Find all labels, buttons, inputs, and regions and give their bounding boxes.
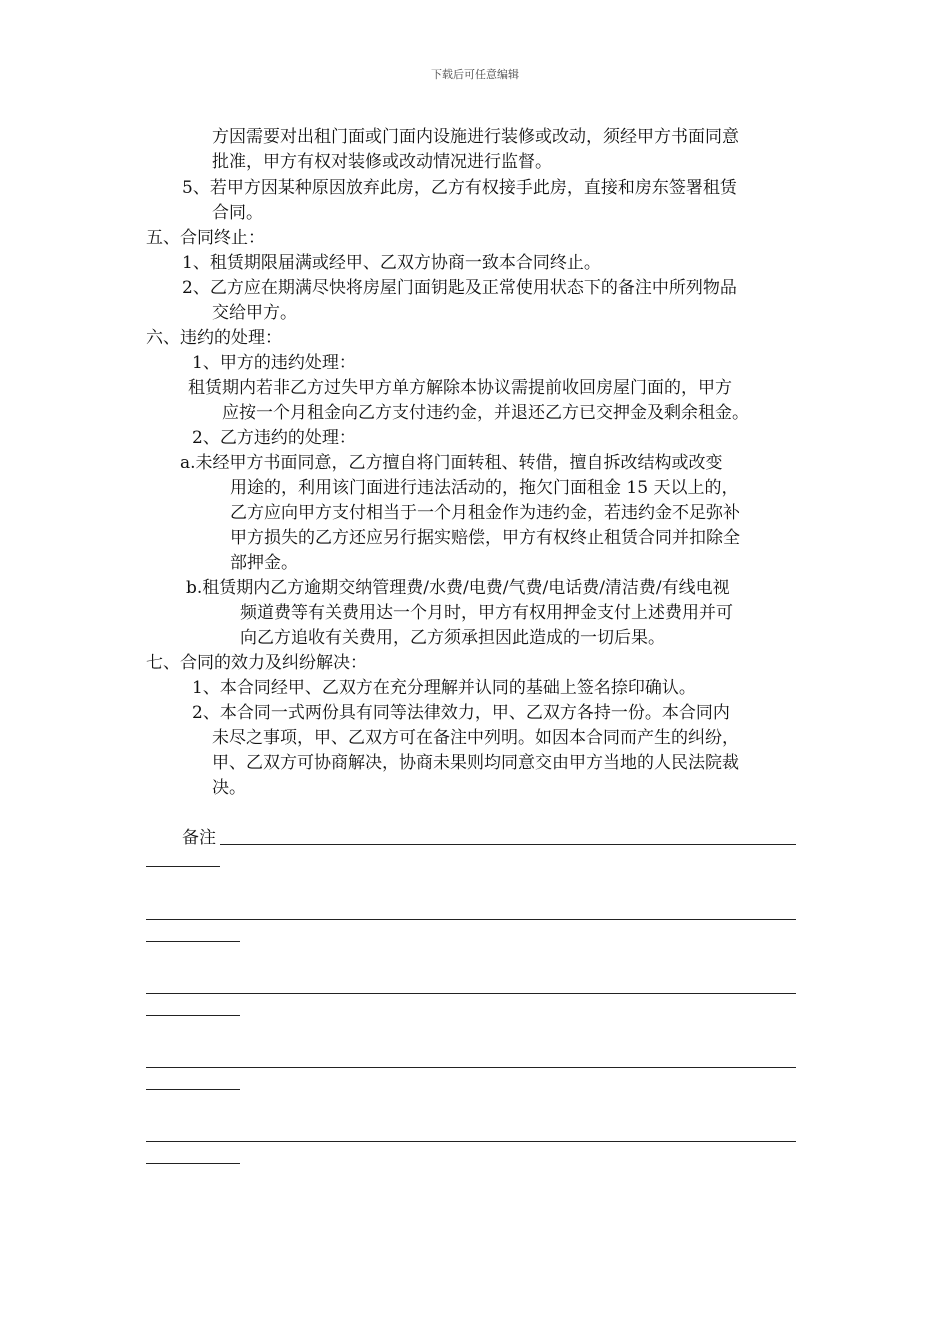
remarks-underline [146, 866, 220, 867]
clause-6-2a-line-3: 乙方应向甲方支付相当于一个月租金作为违约金，若违约金不足弥补 [230, 503, 740, 523]
clause-4-5-line-1: 5、若甲方因某种原因放弃此房，乙方有权接手此房，直接和房东签署租赁 [182, 178, 737, 198]
clause-7-2-line-1: 2、本合同一式两份具有同等法律效力，甲、乙双方各持一份。本合同内 [192, 703, 730, 723]
remarks-underline [146, 1141, 796, 1142]
clause-4-continued-line-1: 方因需要对出租门面或门面内设施进行装修或改动，须经甲方书面同意 [212, 127, 739, 147]
remarks-underline [146, 1163, 240, 1164]
clause-6-2-heading: 2、乙方违约的处理： [192, 428, 356, 448]
clause-7-1: 1、本合同经甲、乙双方在充分理解并认同的基础上签名捺印确认。 [192, 678, 696, 698]
remarks-label: 备注 [182, 828, 216, 848]
clause-5-2-line-1: 2、乙方应在期满尽快将房屋门面钥匙及正常使用状态下的备注中所列物品 [182, 278, 737, 298]
section-6-heading: 六、违约的处理： [146, 328, 282, 348]
clause-6-2b-line-1: b.租赁期内乙方逾期交纳管理费/水费/电费/气费/电话费/清洁费/有线电视 [186, 578, 730, 598]
remarks-underline [220, 844, 796, 845]
section-5-heading: 五、合同终止： [146, 228, 265, 248]
clause-4-continued-line-2: 批准，甲方有权对装修或改动情况进行监督。 [212, 152, 552, 172]
section-7-heading: 七、合同的效力及纠纷解决： [146, 653, 367, 673]
page-header: 下载后可任意编辑 [431, 68, 519, 81]
remarks-underline [146, 993, 796, 994]
clause-6-2a-line-4: 甲方损失的乙方还应另行据实赔偿，甲方有权终止租赁合同并扣除全 [230, 528, 740, 548]
clause-6-1-heading: 1、甲方的违约处理： [192, 353, 356, 373]
remarks-underline [146, 941, 240, 942]
clause-6-2a-line-1: a.未经甲方书面同意，乙方擅自将门面转租、转借，擅自拆改结构或改变 [180, 453, 723, 473]
clause-5-2-line-2: 交给甲方。 [212, 303, 297, 323]
clause-6-2b-line-2: 频道费等有关费用达一个月时，甲方有权用押金支付上述费用并可 [240, 603, 733, 623]
remarks-underline [146, 919, 796, 920]
clause-7-2-line-4: 决。 [212, 778, 246, 798]
clause-5-1: 1、租赁期限届满或经甲、乙双方协商一致本合同终止。 [182, 253, 601, 273]
remarks-underline [146, 1067, 796, 1068]
clause-7-2-line-3: 甲、乙双方可协商解决，协商未果则均同意交由甲方当地的人民法院裁 [212, 753, 739, 773]
clause-6-1-line-2: 应按一个月租金向乙方支付违约金，并退还乙方已交押金及剩余租金。 [222, 403, 749, 423]
clause-4-5-line-2: 合同。 [212, 203, 263, 223]
clause-6-1-line-1: 租赁期内若非乙方过失甲方单方解除本协议需提前收回房屋门面的，甲方 [188, 378, 732, 398]
clause-7-2-line-2: 未尽之事项，甲、乙双方可在备注中列明。如因本合同而产生的纠纷， [212, 728, 739, 748]
clause-6-2a-line-2: 用途的，利用该门面进行违法活动的，拖欠门面租金 15 天以上的， [230, 478, 739, 498]
clause-6-2a-line-5: 部押金。 [230, 553, 298, 573]
remarks-underline [146, 1089, 240, 1090]
clause-6-2b-line-3: 向乙方追收有关费用，乙方须承担因此造成的一切后果。 [240, 628, 665, 648]
remarks-underline [146, 1015, 240, 1016]
